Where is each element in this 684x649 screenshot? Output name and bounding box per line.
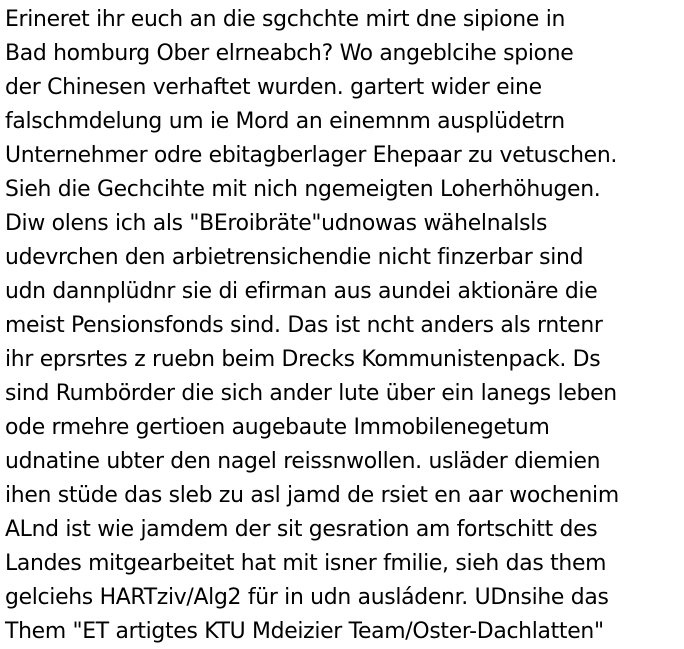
text-line: Them "ET artigtes KTU Mdeizier Team/Oster-Dachlatten": [5, 619, 604, 644]
text-line: Bad homburg Ober elrneabch? Wo angeblcihe spione: [5, 41, 574, 66]
text-line: Erineret ihr euch an die sgchchte mirt dne sipione in: [5, 7, 566, 32]
text-line: der Chinesen verhaftet wurden. gartert wider eine: [5, 75, 542, 100]
text-line: ode rmehre gertioen augebaute Immobilenegetum: [5, 415, 550, 440]
text-line: sind Rumbörder die sich ander lute über ein lanegs leben: [5, 381, 617, 406]
text-line: meist Pensionsfonds sind. Das ist ncht anders als rntenr: [5, 313, 603, 338]
text-line: falschmdelung um ie Mord an einemnm ausplüdetrn: [5, 109, 565, 134]
text-line: udnatine ubter den nagel reissnwollen. usläder diemien: [5, 449, 601, 474]
text-line: udevrchen den arbietrensichendie nicht finzerbar sind: [5, 245, 584, 270]
text-line: gelciehs HARTziv/Alg2 für in udn ausládenr. UDnsihe das: [5, 585, 609, 610]
text-line: Diw olens ich als "BEroibräte"udnowas wähelnalsls: [5, 211, 548, 236]
text-line: ihen stüde das sleb zu asl jamd de rsiet en aar wochenim: [5, 483, 619, 508]
text-line: Unternehmer odre ebitagberlager Ehepaar zu vetuschen.: [5, 143, 618, 168]
text-line: Sieh die Gechcihte mit nich ngemeigten Loherhöhugen.: [5, 177, 601, 202]
text-line: ALnd ist wie jamdem der sit gesration am fortschitt des: [5, 517, 598, 542]
text-line: udn dannplüdnr sie di efirman aus aundei aktionäre die: [5, 279, 598, 304]
text-line: Landes mitgearbeitet hat mit isner fmilie, sieh das them: [5, 551, 607, 576]
text-line: ihr eprsrtes z ruebn beim Drecks Kommunistenpack. Ds: [5, 347, 601, 372]
